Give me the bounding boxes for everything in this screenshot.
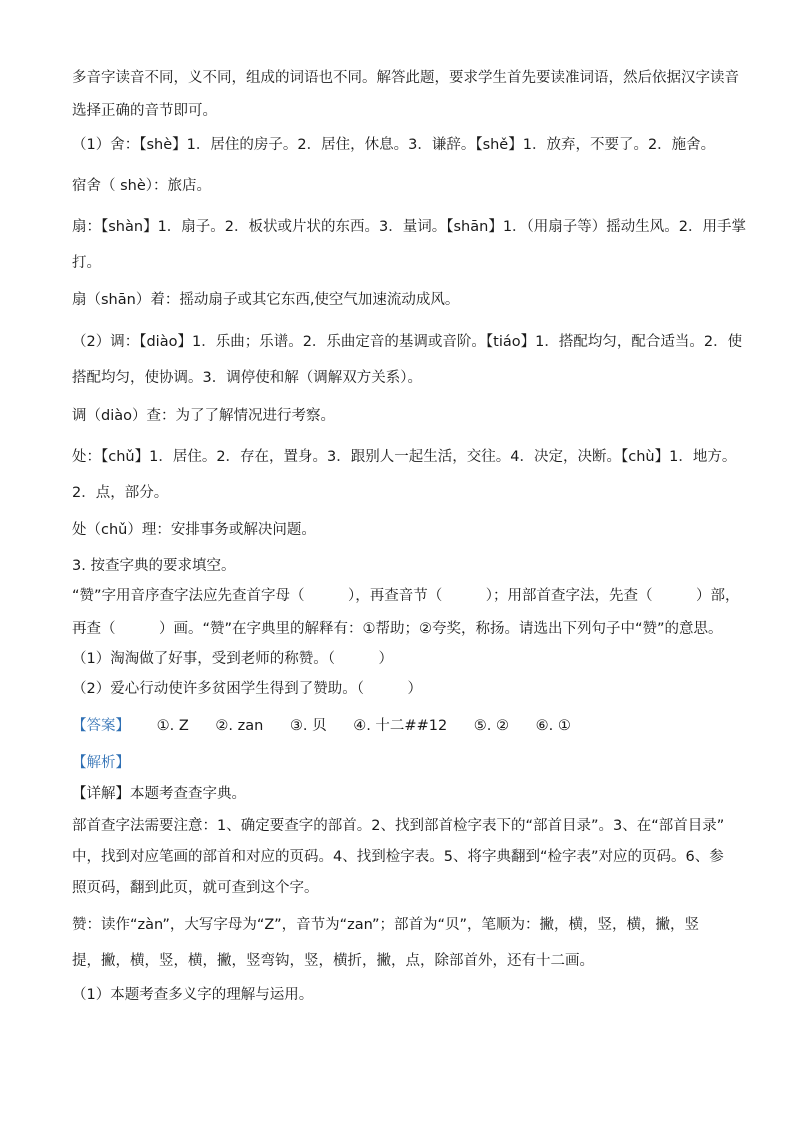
text-line: 处（chǔ）理：安排事务或解决问题。 xyxy=(72,522,316,538)
detail-line: （1）本题考查多义字的理解与运用。 xyxy=(72,987,314,1003)
text-line: 宿舍（ shè）：旅店。 xyxy=(72,178,212,194)
question-item: （2）爱心行动使许多贫困学生得到了赞助。（ ） xyxy=(72,681,422,697)
detail-line: 赞：读作“zàn”，大写字母为“Z”，音节为“zan”；部首为“贝”，笔顺为：撇，横，竖，横，撇，竖 xyxy=(72,917,700,933)
text-line: （1）舍：【shè】1．居住的房子。2．居住，休息。3．谦辞。【shě】1．放弃，不要了。2．施舍。 xyxy=(72,137,716,153)
detail-line: 【详解】本题考查查字典。 xyxy=(72,786,246,802)
text-line: 搭配均匀，使协调。3．调停使和解（调解双方关系）。 xyxy=(72,370,422,386)
detail-line: 中，找到对应笔画的部首和对应的页码。4、找到检字表。5、将字典翻到“检字表”对应的页码。6、参 xyxy=(72,849,724,865)
answer-label: 【答案】 xyxy=(72,718,130,734)
question-text: “赞”字用音序查字法应先查首字母（ ），再查音节（ ）；用部首查字法，先查（ ）部， xyxy=(72,588,740,604)
text-line: 选择正确的音节即可。 xyxy=(72,103,217,119)
detail-line: 部首查字法需要注意：1、确定要查字的部首。2、找到部首检字表下的“部首目录”。3、在“部首目录” xyxy=(72,818,725,834)
question-text: 再查（ ）画。“赞”在字典里的解释有：①帮助；②夸奖，称扬。请选出下列句子中“赞”的意思。 xyxy=(72,621,723,637)
text-line: 调（diào）查：为了了解情况进行考察。 xyxy=(72,408,335,424)
text-line: 扇（shān）着：摇动扇子或其它东西,使空气加速流动成风。 xyxy=(72,292,460,308)
answer-item: ③. 贝 xyxy=(289,718,327,734)
question-heading: 3. 按查字典的要求填空。 xyxy=(72,558,236,574)
answer-item: ④. 十二##12 xyxy=(353,718,448,734)
analysis-label: 【解析】 xyxy=(72,755,130,771)
text-line: 打。 xyxy=(72,255,101,271)
answer-item: ①. Z xyxy=(156,718,189,734)
question-item: （1）淘淘做了好事，受到老师的称赞。（ ） xyxy=(72,651,393,667)
text-line: 2．点，部分。 xyxy=(72,485,169,501)
text-line: 处：【chǔ】1．居住。2．存在，置身。3．跟别人一起生活，交往。4．决定，决断。【chù】1．地方。 xyxy=(72,449,737,465)
answer-item: ②. zan xyxy=(215,718,264,734)
text-line: 多音字读音不同，义不同，组成的词语也不同。解答此题，要求学生首先要读准词语，然后依据汉字读音 xyxy=(72,70,739,86)
text-line: 扇：【shàn】1．扇子。2．板状或片状的东西。3．量词。【shān】1．（用扇子等）摇动生风。2．用手掌 xyxy=(72,219,747,235)
text-line: （2）调：【diào】1．乐曲；乐谱。2．乐曲定音的基调或音阶。【tiáo】1．搭配均匀，配合适当。2．使 xyxy=(72,334,743,350)
answer-item: ⑥. ① xyxy=(535,718,571,734)
detail-line: 照页码，翻到此页，就可查到这个字。 xyxy=(72,880,319,896)
answer-row xyxy=(72,716,593,736)
detail-line: 提，撇，横，竖，横，撇，竖弯钩，竖，横折，撇，点，除部首外，还有十二画。 xyxy=(72,953,594,969)
answer-item: ⑤. ② xyxy=(473,718,510,734)
